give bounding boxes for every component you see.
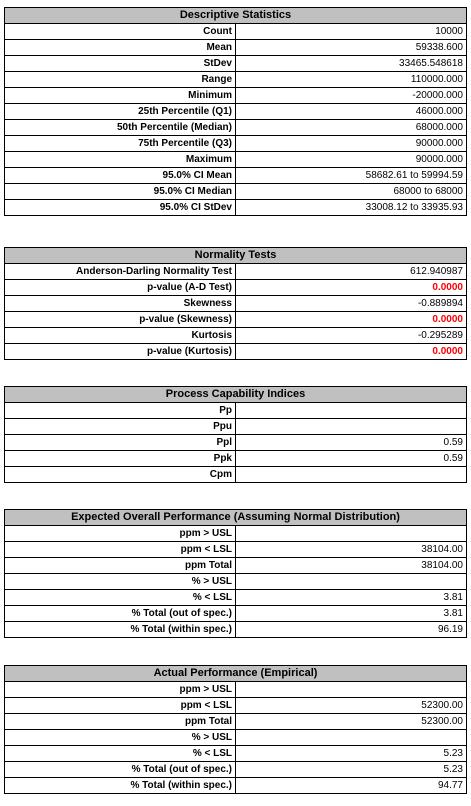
table-row — [5, 698, 467, 714]
row-value — [236, 467, 467, 483]
row-value: 90000.000 — [236, 136, 467, 152]
row-label: % > USL — [5, 574, 236, 590]
row-label: Mean — [5, 40, 236, 56]
p-value-highlight: 0.0000 — [236, 280, 467, 296]
row-value — [236, 526, 467, 542]
row-value: 3.81 — [236, 606, 467, 622]
table-row — [5, 88, 467, 104]
table-row — [5, 344, 467, 360]
row-label: ppm > USL — [5, 526, 236, 542]
process-capability-table — [4, 386, 467, 483]
row-label: Minimum — [5, 88, 236, 104]
row-label: Pp — [5, 403, 236, 419]
row-value: 96.19 — [236, 622, 467, 638]
table-title: Normality Tests — [5, 248, 467, 264]
row-label: Ppl — [5, 435, 236, 451]
table-row — [5, 104, 467, 120]
row-label: Maximum — [5, 152, 236, 168]
row-label: % < LSL — [5, 746, 236, 762]
row-value: 52300.00 — [236, 698, 467, 714]
descriptive-statistics-table — [4, 7, 467, 216]
row-label: Kurtosis — [5, 328, 236, 344]
table-row — [5, 762, 467, 778]
table-row — [5, 40, 467, 56]
row-value: 68000 to 68000 — [236, 184, 467, 200]
row-value: 38104.00 — [236, 542, 467, 558]
row-value — [236, 682, 467, 698]
row-label: Count — [5, 24, 236, 40]
table-row — [5, 746, 467, 762]
table-row — [5, 558, 467, 574]
table-title: Process Capability Indices — [5, 387, 467, 403]
table-row — [5, 606, 467, 622]
table-row — [5, 730, 467, 746]
table-row — [5, 184, 467, 200]
table-row — [5, 467, 467, 483]
row-value: -0.295289 — [236, 328, 467, 344]
row-label: % Total (within spec.) — [5, 778, 236, 794]
table-row — [5, 152, 467, 168]
table-title: Descriptive Statistics — [5, 8, 467, 24]
row-label: p-value (A-D Test) — [5, 280, 236, 296]
row-label: % Total (out of spec.) — [5, 762, 236, 778]
row-label: Cpm — [5, 467, 236, 483]
row-value — [236, 403, 467, 419]
row-value: 10000 — [236, 24, 467, 40]
row-label: Ppk — [5, 451, 236, 467]
table-row — [5, 574, 467, 590]
row-label: StDev — [5, 56, 236, 72]
row-value: 33008.12 to 33935.93 — [236, 200, 467, 216]
table-row — [5, 526, 467, 542]
row-label: Ppu — [5, 419, 236, 435]
table-row — [5, 24, 467, 40]
table-row — [5, 72, 467, 88]
row-value: 46000.000 — [236, 104, 467, 120]
table-row — [5, 312, 467, 328]
table-title: Actual Performance (Empirical) — [5, 666, 467, 682]
table-row — [5, 419, 467, 435]
expected-performance-table — [4, 509, 467, 638]
row-label: ppm < LSL — [5, 698, 236, 714]
normality-tests-table — [4, 247, 467, 360]
row-value: 52300.00 — [236, 714, 467, 730]
table-row — [5, 328, 467, 344]
table-row — [5, 403, 467, 419]
row-label: Anderson-Darling Normality Test — [5, 264, 236, 280]
row-value: -20000.000 — [236, 88, 467, 104]
row-label: ppm > USL — [5, 682, 236, 698]
row-label: 50th Percentile (Median) — [5, 120, 236, 136]
table-row — [5, 168, 467, 184]
row-value: 0.59 — [236, 435, 467, 451]
row-label: p-value (Skewness) — [5, 312, 236, 328]
table-row — [5, 296, 467, 312]
row-label: 95.0% CI Mean — [5, 168, 236, 184]
row-label: Range — [5, 72, 236, 88]
p-value-highlight: 0.0000 — [236, 344, 467, 360]
table-row — [5, 435, 467, 451]
row-label: % Total (out of spec.) — [5, 606, 236, 622]
row-label: ppm Total — [5, 714, 236, 730]
table-row — [5, 200, 467, 216]
row-value: 5.23 — [236, 762, 467, 778]
row-value: 3.81 — [236, 590, 467, 606]
row-label: % Total (within spec.) — [5, 622, 236, 638]
row-value: 0.59 — [236, 451, 467, 467]
row-label: 95.0% CI StDev — [5, 200, 236, 216]
table-row — [5, 778, 467, 794]
row-value: 33465.548618 — [236, 56, 467, 72]
row-value: 5.23 — [236, 746, 467, 762]
table-row — [5, 590, 467, 606]
row-value: -0.889894 — [236, 296, 467, 312]
row-value: 90000.000 — [236, 152, 467, 168]
row-value — [236, 419, 467, 435]
row-value: 38104.00 — [236, 558, 467, 574]
row-value — [236, 730, 467, 746]
row-label: p-value (Kurtosis) — [5, 344, 236, 360]
table-row — [5, 56, 467, 72]
table-row — [5, 542, 467, 558]
row-label: Skewness — [5, 296, 236, 312]
row-value: 110000.000 — [236, 72, 467, 88]
table-row — [5, 264, 467, 280]
row-value: 612.940987 — [236, 264, 467, 280]
table-row — [5, 622, 467, 638]
row-label: 95.0% CI Median — [5, 184, 236, 200]
row-value: 59338.600 — [236, 40, 467, 56]
row-value: 94.77 — [236, 778, 467, 794]
row-label: % < LSL — [5, 590, 236, 606]
row-value — [236, 574, 467, 590]
row-label: % > USL — [5, 730, 236, 746]
table-row — [5, 120, 467, 136]
actual-performance-table — [4, 665, 467, 794]
table-row — [5, 714, 467, 730]
table-row — [5, 682, 467, 698]
row-value: 68000.000 — [236, 120, 467, 136]
p-value-highlight: 0.0000 — [236, 312, 467, 328]
table-row — [5, 280, 467, 296]
row-label: ppm < LSL — [5, 542, 236, 558]
row-value: 58682.61 to 59994.59 — [236, 168, 467, 184]
table-row — [5, 136, 467, 152]
row-label: 75th Percentile (Q3) — [5, 136, 236, 152]
row-label: 25th Percentile (Q1) — [5, 104, 236, 120]
table-row — [5, 451, 467, 467]
table-title: Expected Overall Performance (Assuming Normal Distribution) — [5, 510, 467, 526]
row-label: ppm Total — [5, 558, 236, 574]
